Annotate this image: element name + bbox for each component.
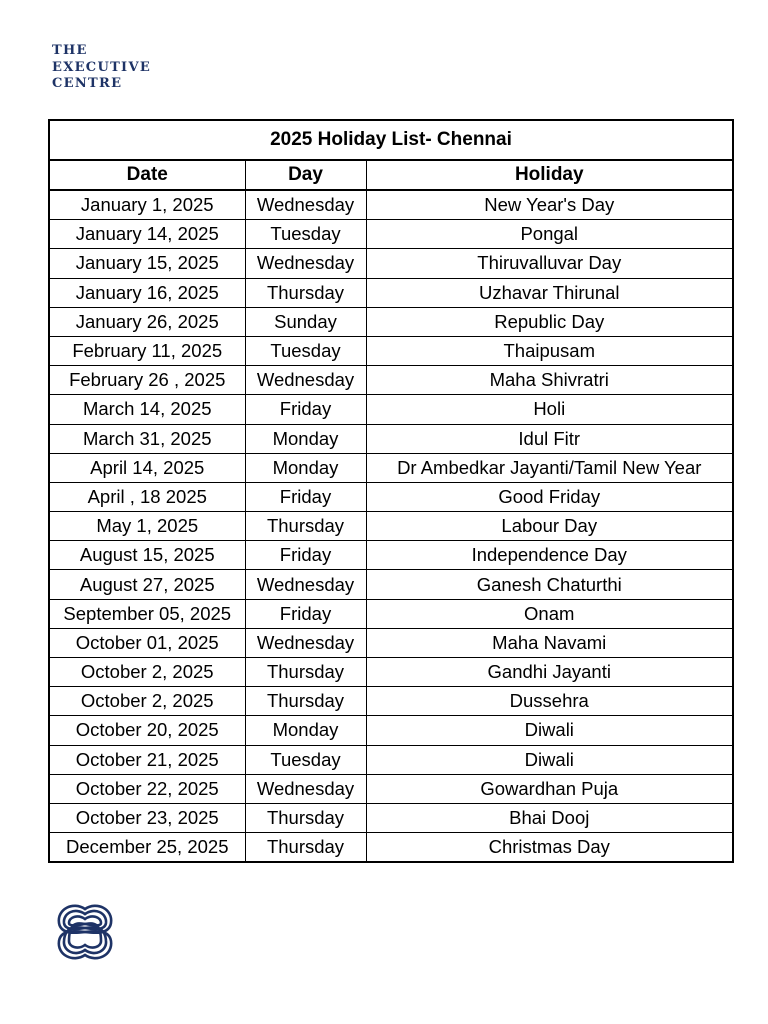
table-row xyxy=(49,249,733,278)
cell-date: March 14, 2025 xyxy=(49,395,245,424)
table-row xyxy=(49,453,733,482)
cell-holiday: Thiruvalluvar Day xyxy=(366,249,733,278)
table-row xyxy=(49,220,733,249)
cell-holiday: Holi xyxy=(366,395,733,424)
cell-date: October 20, 2025 xyxy=(49,716,245,745)
cell-day: Wednesday xyxy=(245,366,366,395)
table-row xyxy=(49,336,733,365)
table-row xyxy=(49,599,733,628)
column-header-holiday: Holiday xyxy=(366,160,733,190)
logo-line-3: CENTRE xyxy=(52,76,123,91)
cell-date: October 23, 2025 xyxy=(49,803,245,832)
cell-holiday: Labour Day xyxy=(366,512,733,541)
cell-day: Tuesday xyxy=(245,745,366,774)
cell-holiday: Diwali xyxy=(366,716,733,745)
table-row xyxy=(49,745,733,774)
cell-holiday: Diwali xyxy=(366,745,733,774)
cell-day: Thursday xyxy=(245,687,366,716)
cell-date: February 11, 2025 xyxy=(49,336,245,365)
cell-holiday: Idul Fitr xyxy=(366,424,733,453)
cell-day: Wednesday xyxy=(245,628,366,657)
table-row xyxy=(49,190,733,220)
cell-day: Friday xyxy=(245,541,366,570)
column-header-day: Day xyxy=(245,160,366,190)
table-header-row xyxy=(49,160,733,190)
table-row xyxy=(49,482,733,511)
table-row xyxy=(49,278,733,307)
table-row xyxy=(49,833,733,863)
cell-date: October 22, 2025 xyxy=(49,774,245,803)
cell-day: Monday xyxy=(245,453,366,482)
table-row xyxy=(49,687,733,716)
cell-holiday: Maha Shivratri xyxy=(366,366,733,395)
cell-day: Wednesday xyxy=(245,249,366,278)
company-logo-text xyxy=(52,43,151,93)
cell-day: Wednesday xyxy=(245,774,366,803)
table-row xyxy=(49,424,733,453)
cell-holiday: New Year's Day xyxy=(366,190,733,220)
cell-date: January 26, 2025 xyxy=(49,307,245,336)
cell-day: Thursday xyxy=(245,658,366,687)
cell-holiday: Onam xyxy=(366,599,733,628)
cell-day: Friday xyxy=(245,395,366,424)
cell-date: January 15, 2025 xyxy=(49,249,245,278)
cell-holiday: Uzhavar Thirunal xyxy=(366,278,733,307)
cell-holiday: Good Friday xyxy=(366,482,733,511)
cell-date: May 1, 2025 xyxy=(49,512,245,541)
logo-line-2: EXECUTIVE xyxy=(52,59,152,75)
cell-holiday: Dr Ambedkar Jayanti/Tamil New Year xyxy=(366,453,733,482)
column-header-date: Date xyxy=(49,160,245,190)
cell-holiday: Ganesh Chaturthi xyxy=(366,570,733,599)
cell-holiday: Gandhi Jayanti xyxy=(366,658,733,687)
cell-day: Friday xyxy=(245,482,366,511)
table-row xyxy=(49,658,733,687)
cell-day: Tuesday xyxy=(245,336,366,365)
cell-day: Thursday xyxy=(245,278,366,307)
table-title-row xyxy=(49,120,733,160)
cell-date: August 27, 2025 xyxy=(49,570,245,599)
holiday-table xyxy=(48,119,734,863)
cell-holiday: Thaipusam xyxy=(366,336,733,365)
cell-holiday: Dussehra xyxy=(366,687,733,716)
cell-date: January 14, 2025 xyxy=(49,220,245,249)
logo-line-1: THE xyxy=(52,43,88,58)
table-row xyxy=(49,628,733,657)
cell-date: April , 18 2025 xyxy=(49,482,245,511)
table-row xyxy=(49,716,733,745)
table-body xyxy=(49,190,733,862)
executive-centre-knot-icon xyxy=(54,903,116,961)
cell-date: February 26 , 2025 xyxy=(49,366,245,395)
cell-date: August 15, 2025 xyxy=(49,541,245,570)
cell-date: September 05, 2025 xyxy=(49,599,245,628)
cell-holiday: Gowardhan Puja xyxy=(366,774,733,803)
cell-holiday: Independence Day xyxy=(366,541,733,570)
cell-date: October 2, 2025 xyxy=(49,687,245,716)
cell-date: October 2, 2025 xyxy=(49,658,245,687)
cell-holiday: Maha Navami xyxy=(366,628,733,657)
cell-date: December 25, 2025 xyxy=(49,833,245,863)
cell-date: April 14, 2025 xyxy=(49,453,245,482)
cell-date: October 21, 2025 xyxy=(49,745,245,774)
cell-day: Thursday xyxy=(245,803,366,832)
cell-date: January 16, 2025 xyxy=(49,278,245,307)
cell-day: Sunday xyxy=(245,307,366,336)
cell-date: January 1, 2025 xyxy=(49,190,245,220)
cell-day: Monday xyxy=(245,424,366,453)
table-title: 2025 Holiday List- Chennai xyxy=(49,120,733,160)
table-row xyxy=(49,774,733,803)
cell-day: Thursday xyxy=(245,833,366,863)
cell-date: March 31, 2025 xyxy=(49,424,245,453)
cell-holiday: Christmas Day xyxy=(366,833,733,863)
cell-day: Wednesday xyxy=(245,570,366,599)
cell-holiday: Republic Day xyxy=(366,307,733,336)
cell-holiday: Pongal xyxy=(366,220,733,249)
cell-holiday: Bhai Dooj xyxy=(366,803,733,832)
table-row xyxy=(49,803,733,832)
table-row xyxy=(49,366,733,395)
cell-day: Monday xyxy=(245,716,366,745)
table-row xyxy=(49,570,733,599)
cell-date: October 01, 2025 xyxy=(49,628,245,657)
cell-day: Tuesday xyxy=(245,220,366,249)
table-row xyxy=(49,395,733,424)
table-row xyxy=(49,541,733,570)
table-row xyxy=(49,512,733,541)
cell-day: Thursday xyxy=(245,512,366,541)
cell-day: Friday xyxy=(245,599,366,628)
cell-day: Wednesday xyxy=(245,190,366,220)
table-row xyxy=(49,307,733,336)
